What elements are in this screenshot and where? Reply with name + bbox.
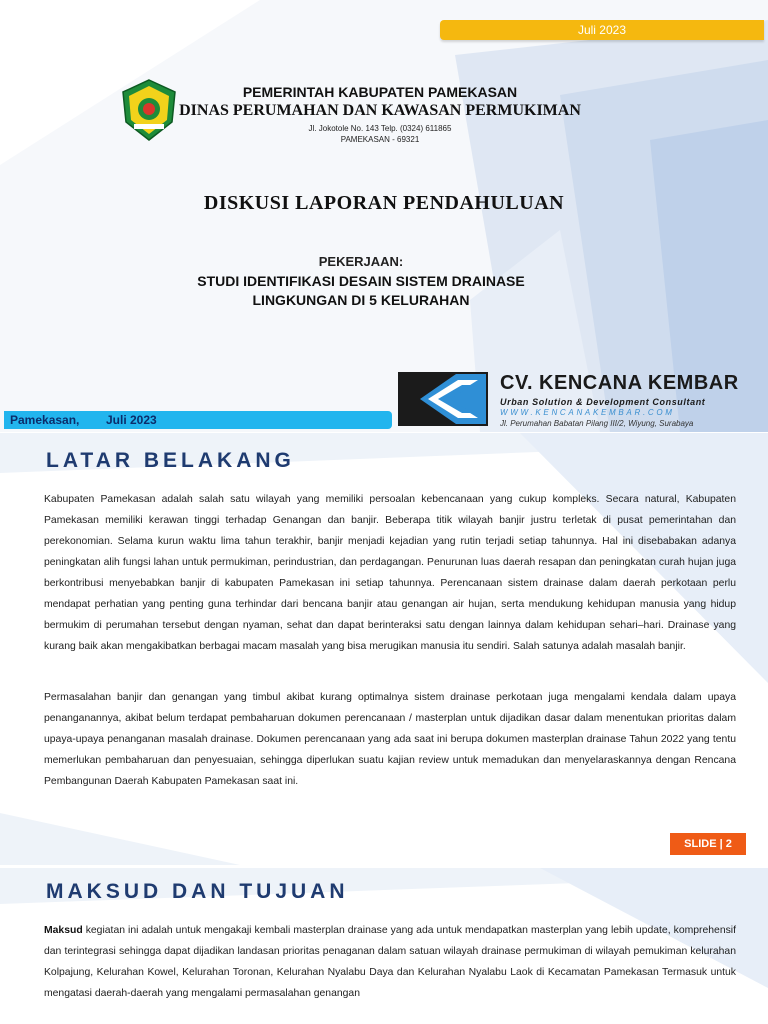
footer-date: Juli 2023 (106, 413, 157, 427)
cover-date-tab: Juli 2023 (440, 20, 764, 40)
section-heading: LATAR BELAKANG (46, 449, 295, 472)
consultant-website-link[interactable]: WWW.KENCANAKEMBAR.COM (500, 408, 675, 417)
organization-header (150, 84, 610, 144)
consultant-tagline: Urban Solution & Development Consultant (500, 397, 706, 407)
kencana-kembar-logo-icon (398, 372, 488, 426)
purpose-paragraph (44, 920, 736, 1004)
cover-background-decoration (0, 0, 768, 432)
job-title-line-2: LINGKUNGAN DI 5 KELURAHAN (252, 292, 470, 308)
consultant-address: Jl. Perumahan Babatan Pilang III/2, Wiyung, Surabaya (500, 419, 694, 428)
job-label: PEKERJAAN: (318, 254, 404, 269)
purpose-text: kegiatan ini adalah untuk mengakaji kembali masterplan drainase yang ada untuk mendapatkan masterplan yang lebih update, komprehensif dan terintegrasi sehingga dapat dijadikan landasan prioritas penaganan dalam satuan wilayah drainase permukiman di wilayah pemukiman kelurahan Kolpajung, Kelurahan Kowel, Kelurahan Toronan, Kelurahan Nyalabu Daya dan Kelurahan Nyalabu Laok di Kecamatan Pamekasan Termasuk untuk mengatasi daerah-daerah yang mengalami permasalahan genangan (44, 925, 736, 999)
department-name: DINAS PERUMAHAN DAN KAWASAN PERMUKIMAN (179, 102, 581, 119)
department-address: Jl. Jokotole No. 143 Telp. (0324) 611865 (308, 124, 452, 133)
slide-maksud-tujuan (0, 868, 768, 1024)
background-paragraph-2: Permasalahan banjir dan genangan yang timbul akibat kurang optimalnya sistem drainase perkotaan juga mengalami kendala dalam upaya penanganannya, akibat belum terdapat pembaharuan dokumen perencanaan / masterplan untuk dijadikan dasar dalam menentukan prioritas dalam upaya-upaya penanganan masalah drainase. Dokumen perencanaan yang ada saat ini berupa dokumen masterplan drainase Tahun 2022 yang tentu memerlukan pembaharuan dan penyesuaian, sehingga diperlukan suatu kajian review untuk memadukan dan menyelaraskannya dengan Rencana Pembangunan Daerah Kabupaten Pamekasan saat ini. (44, 692, 736, 787)
background-paragraph-1: Kabupaten Pamekasan adalah salah satu wilayah yang memiliki persoalan kebencanaan yang cukup kompleks. Secara natural, Kabupaten Pamekasan memiliki kerawan tinggi terhadap Genangan dan banjir. Beberapa titik wilayah banjir justru terletak di pusat pemerintahan dan perekonomian. Selama kurun waktu lima tahun terakhir, banjir menjadi kejadian yang rutin terjadi setiap tahunnya. Hal ini disebabakan adanya peningkatan alih fungsi lahan untuk permukiman, perindustrian, dan perdagangan. Penurunan luas daerah resapan dan peningkatan curah hujan juga berkontribusi menyebabkan banjir di kabupaten Pamekasan ini setiap tahunnya. Perencanaan sistem drainase dalam daerah perkotaan perlu mendapat perhatian yang penting guna terhindar dari bencana banjir atau genangan air hujan, serta mendukung kehidupan manusia yang hidup bermukim di perumahan tersebut dengan nyaman, sehat dan dapat berinteraksi satu dengan lainnya dalam kehidupan sehari–hari. Drainase yang kurang baik akan mengakibatkan berbagai macam masalah yang bisa merugikan manusia itu sendiri. Salah satunya adalah masalah banjir. (44, 494, 736, 652)
government-name: PEMERINTAH KABUPATEN PAMEKASAN (242, 84, 518, 100)
footer-city: Pamekasan, (10, 413, 80, 427)
purpose-lead-term: Maksud (44, 925, 83, 936)
job-title-line-1: STUDI IDENTIFIKASI DESAIN SISTEM DRAINASE (197, 273, 525, 289)
slide-latar-belakang (0, 433, 768, 865)
cover-title: DISKUSI LAPORAN PENDAHULUAN (203, 192, 565, 214)
cover-slide (0, 0, 768, 432)
consultant-name: CV. KENCANA KEMBAR (500, 372, 739, 394)
section-heading: MAKSUD DAN TUJUAN (46, 880, 349, 903)
department-city-zip: PAMEKASAN - 69321 (340, 135, 420, 144)
slide-number-badge: SLIDE | 2 (670, 833, 746, 855)
